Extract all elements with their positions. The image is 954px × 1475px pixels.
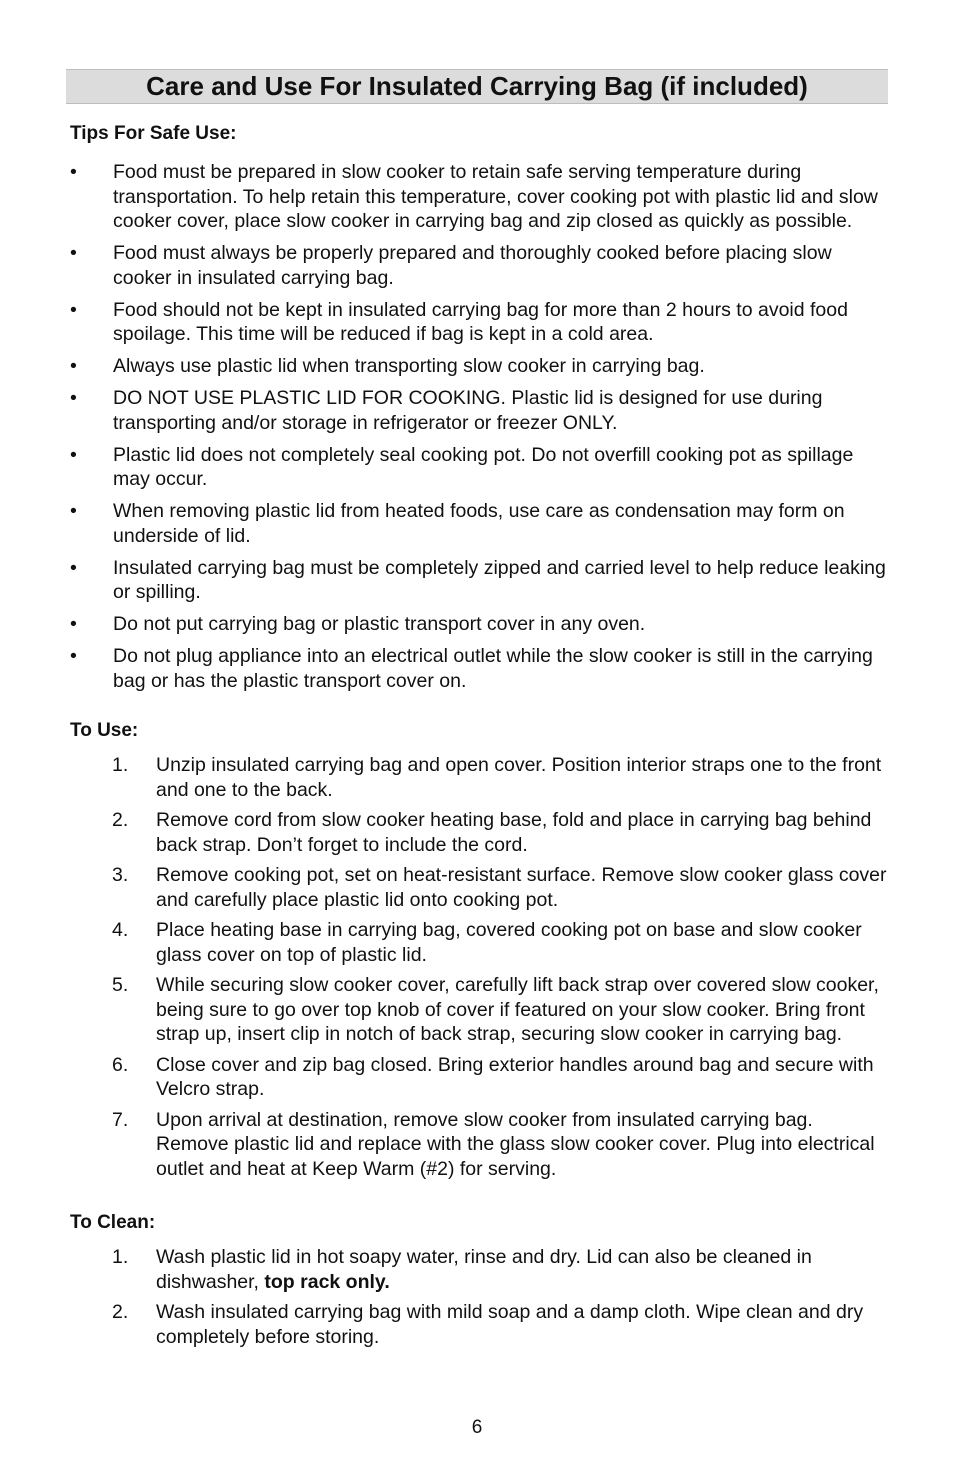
list-item: • DO NOT USE PLASTIC LID FOR COOKING. Plastic lid is designed for use during transporting and/or storage in refrigerator or freezer ONLY. [70, 387, 823, 434]
item-number: 3. [112, 864, 129, 886]
list-item: 1. Unzip insulated carrying bag and open cover. Position interior straps one to the front and one to the back. [112, 754, 882, 801]
to-clean-heading: To Clean: [70, 1212, 156, 1233]
list-item: • When removing plastic lid from heated foods, use care as condensation may form on underside of lid. [70, 500, 845, 547]
list-item: 3. Remove cooking pot, set on heat-resistant surface. Remove slow cooker glass cover and carefully place plastic lid onto cooking pot. [112, 864, 887, 911]
list-item: 7. Upon arrival at destination, remove slow cooker from insulated carrying bag. Remove plastic lid and replace with the glass slow cooker cover. Plug into electrical outlet and heat at Keep Warm (#2) for serving. [112, 1108, 875, 1180]
to-use-heading: To Use: [70, 720, 139, 741]
bullet-marker: • [70, 613, 77, 635]
item-number: 6. [112, 1053, 129, 1076]
bullet-marker: • [70, 387, 77, 409]
bullet-marker: • [70, 645, 77, 667]
list-item: • Food must always be properly prepared and thoroughly cooked before placing slow cooker in insulated carrying bag. [70, 242, 832, 289]
page-number: 6 [471, 1417, 483, 1438]
bullet-marker: • [70, 161, 77, 183]
item-number: 7. [112, 1108, 129, 1131]
list-item: • Food should not be kept in insulated carrying bag for more than 2 hours to avoid food spoilage. This time will be reduced if bag is kept in a cold area. [70, 298, 848, 345]
item-number: 1. [112, 1246, 129, 1268]
list-item: 2. Wash insulated carrying bag with mild soap and a damp cloth. Wipe clean and dry completely before storing. [112, 1301, 864, 1348]
list-item: • Always use plastic lid when transporting slow cooker in carrying bag. [70, 355, 705, 377]
tips-list [70, 160, 890, 701]
item-number: 5. [112, 974, 129, 996]
to-clean-list [70, 1245, 890, 1355]
list-item: 6. Close cover and zip bag closed. Bring exterior handles around bag and secure with Velcro strap. [112, 1053, 874, 1100]
bullet-marker: • [70, 242, 77, 264]
list-item: • Do not put carrying bag or plastic transport cover in any oven. [70, 613, 646, 635]
bullet-marker: • [70, 298, 77, 321]
item-number: 4. [112, 919, 129, 941]
list-item: • Insulated carrying bag must be completely zipped and carried level to help reduce leaking or spilling. [70, 556, 886, 603]
section-title-bar [66, 69, 888, 104]
list-item: • Plastic lid does not completely seal cooking pot. Do not overfill cooking pot as spillage may occur. [70, 443, 854, 490]
bullet-marker: • [70, 355, 77, 377]
list-item: • Food must be prepared in slow cooker to retain safe serving temperature during transportation. To help retain this temperature, cover cooking pot with plastic lid and slow cooker cover, place slow cooker in carrying bag and zip closed as quickly as possible. [70, 161, 878, 232]
item-number: 2. [112, 809, 129, 831]
list-item: • Do not plug appliance into an electrical outlet while the slow cooker is still in the carrying bag or has the plastic transport cover on. [70, 645, 873, 692]
emphasis-text: top rack only. [264, 1270, 390, 1293]
bullet-marker: • [70, 443, 77, 466]
item-number: 2. [112, 1301, 129, 1323]
page-title: Care and Use For Insulated Carrying Bag (if included) [146, 71, 808, 101]
to-use-list [70, 753, 890, 1187]
list-item: 5. While securing slow cooker cover, carefully lift back strap over covered slow cooker, being sure to go over top knob of cover if featured on your slow cooker. Bring front strap up, insert clip in notch of back strap, securing slow cooker in carrying bag. [112, 974, 879, 1045]
list-item: 1. Wash plastic lid in hot soapy water, rinse and dry. Lid can also be cleaned in dishwasher, top rack only. [112, 1246, 812, 1293]
list-item: 4. Place heating base in carrying bag, covered cooking pot on base and slow cooker glass cover on top of plastic lid. [112, 919, 862, 966]
tips-heading: Tips For Safe Use: [70, 123, 237, 144]
bullet-marker: • [70, 500, 77, 522]
list-item: 2. Remove cord from slow cooker heating base, fold and place in carrying bag behind back strap. Don’t forget to include the cord. [112, 809, 872, 856]
bullet-marker: • [70, 556, 77, 579]
item-number: 1. [112, 754, 129, 776]
